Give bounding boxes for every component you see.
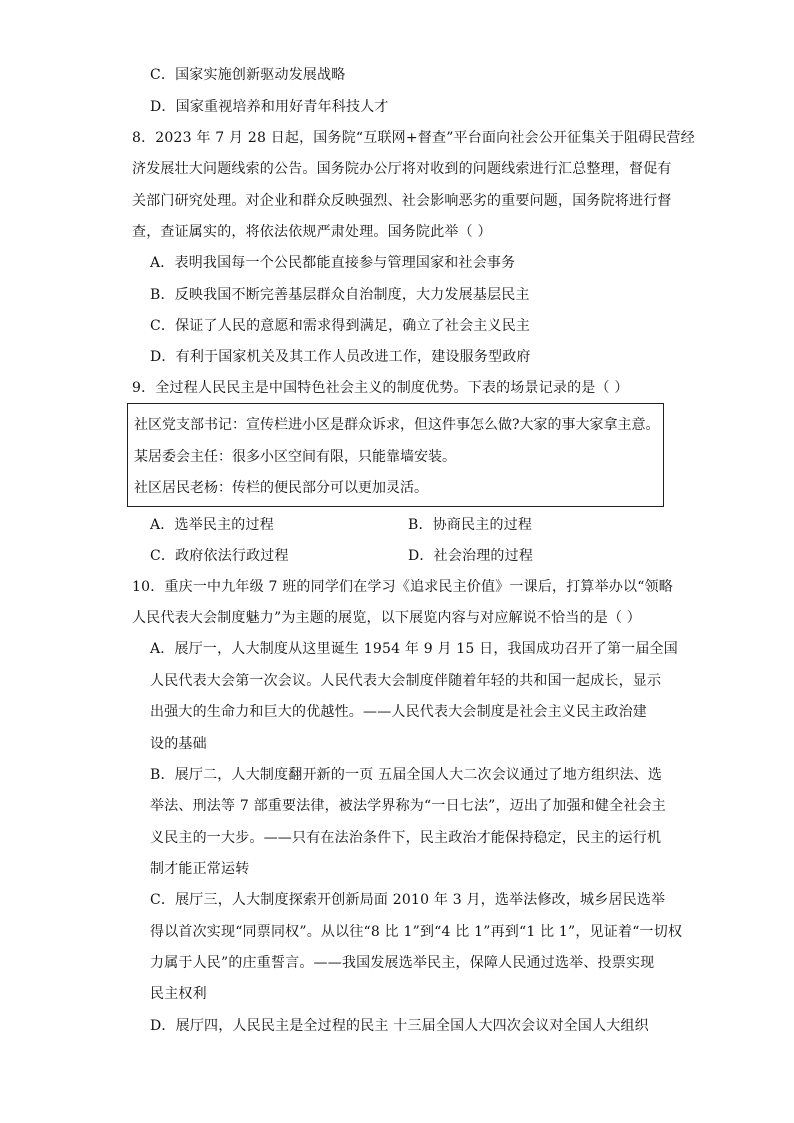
- q8-stem-line-4: 查，查证属实的，将依法依规严肃处理。国务院此举（ ）: [132, 224, 492, 240]
- q9-scene-line-1: 社区党支部书记：宣传栏进小区是群众诉求，但这件事怎么做?大家的事大家拿主意。: [134, 417, 660, 433]
- q10-option-line: B．展厅二，人大制度翻开新的一页 五届全国人大二次会议通过了地方组织法、选: [150, 767, 663, 783]
- q8-option-b: B．反映我国不断完善基层群众自治制度，大力发展基层民主: [150, 287, 530, 303]
- q9-stem: 9．全过程人民民主是中国特色社会主义的制度优势。下表的场景记录的是（ ）: [132, 380, 629, 396]
- q10-stem-line-2: 人民代表大会制度魅力”为主题的展览，以下展览内容与对应解说不恰当的是（ ）: [132, 610, 642, 626]
- q9-option-c: C．政府依法行政过程: [150, 548, 289, 564]
- q10-option-line: 制才能正常运转: [150, 861, 250, 877]
- q10-option-line: 设的基础: [150, 736, 207, 752]
- q8-stem-line-1: 8．2023 年 7 月 28 日起，国务院“互联网+督查”平台面向社会公开征集关于阻碍民营经: [132, 130, 695, 146]
- q9-option-a: A．选举民主的过程: [150, 517, 274, 533]
- q10-option-line: 力属于人民”的庄重誓言。——我国发展选举民主，保障人民通过选举、投票实现: [150, 955, 655, 971]
- q8-option-d: D．有利于国家机关及其工作人员改进工作，建设服务型政府: [150, 349, 531, 365]
- q10-option-line: 出强大的生命力和巨大的优越性。——人民代表大会制度是社会主义民主政治建: [150, 704, 647, 720]
- q10-option-line: 义民主的一大步。——只有在法治条件下，民主政治才能保持稳定，民主的运行机: [150, 830, 662, 846]
- q8-option-c: C．保证了人民的意愿和需求得到满足，确立了社会主义民主: [150, 318, 531, 334]
- q8-stem-line-2: 济发展壮大问题线索的公告。国务院办公厅将对收到的问题线索进行汇总整理，督促有: [132, 161, 672, 177]
- q8-option-a: A．表明我国每一个公民都能直接参与管理国家和社会事务: [150, 255, 516, 271]
- q10-option-line: A．展厅一，人大制度从这里诞生 1954 年 9 月 15 日，我国成功召开了第一届全国: [150, 641, 678, 657]
- q10-option-line: 人民代表大会第一次会议。人民代表大会制度伴随着年轻的共和国一起成长，显示: [150, 673, 662, 689]
- q7-option-c: C．国家实施创新驱动发展战略: [150, 67, 346, 83]
- q10-option-line: 得以首次实现“同票同权”。从以往“8 比 1”到“4 比 1”再到“1 比 1”，见证着“一切权: [150, 924, 683, 940]
- q10-option-line: D．展厅四，人民民主是全过程的民主 十三届全国人大四次会议对全国人大组织: [150, 1018, 649, 1034]
- q10-option-line: C．展厅三，人大制度探索开创新局面 2010 年 3 月，选举法修改，城乡居民选举: [150, 892, 666, 908]
- q9-option-b: B．协商民主的过程: [408, 517, 533, 533]
- q10-option-line: 民主权利: [150, 986, 207, 1002]
- q7-option-d: D．国家重视培养和用好青年科技人才: [150, 99, 389, 115]
- q10-stem-line-1: 10．重庆一中九年级 7 班的同学们在学习《追求民主价值》一课后，打算举办以“领略: [132, 579, 673, 595]
- q9-scene-line-3: 社区居民老杨：传栏的便民部分可以更加灵活。: [134, 480, 428, 496]
- q9-scene-box: [127, 403, 664, 507]
- q9-scene-line-2: 某居委会主任：很多小区空间有限，只能靠墙安装。: [134, 449, 456, 465]
- q8-stem-line-3: 关部门研究处理。对企业和群众反映强烈、社会影响恶劣的重要问题，国务院将进行督: [132, 193, 672, 209]
- q10-option-line: 举法、刑法等 7 部重要法律，被法学界称为“一日七法”，迈出了加强和健全社会主: [150, 798, 666, 814]
- q9-option-d: D．社会治理的过程: [408, 548, 534, 564]
